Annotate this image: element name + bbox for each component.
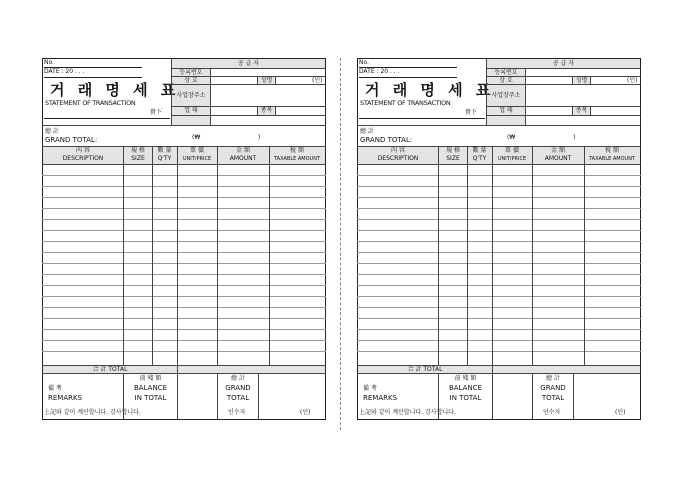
name-label: 성명	[573, 77, 590, 84]
prev-balance-en1: BALANCE	[134, 383, 167, 392]
seal-mark: (인)	[312, 77, 323, 84]
won-open: (₩	[192, 134, 201, 141]
address-label: 사업장주소	[491, 91, 521, 99]
receiver-seal: (인)	[615, 409, 626, 416]
grand-ko: 總 計	[546, 374, 560, 382]
form-title-ko: 거 래 명 세 표	[365, 81, 495, 99]
grand-en2: TOTAL	[226, 393, 250, 402]
recipient-suffix: 貴下	[150, 109, 163, 116]
col-tax-en: TAXABLE AMOUNT	[588, 155, 636, 162]
date-label: DATE : 20 . . .	[359, 68, 400, 75]
col-qty-en: Q'TY	[472, 155, 487, 162]
footer-note: 上記와 같이 계산합니다. 감사합니다.	[359, 409, 456, 416]
col-unitprice-ko: 單 價	[505, 147, 519, 154]
seal-mark: (인)	[627, 77, 638, 84]
reg-no-label: 등록번호	[179, 68, 203, 76]
form-title-en: STATEMENT OF TRANSACTION	[360, 99, 451, 107]
supplier-header: 공 급 자	[552, 59, 575, 67]
company-label: 상 호	[499, 76, 513, 84]
won-open: (₩	[507, 134, 516, 141]
col-description-en: DESCRIPTION	[377, 155, 419, 162]
total-label-en: GRAND TOTAL:	[45, 136, 98, 144]
address-label: 사업장주소	[176, 91, 206, 99]
col-amount-en: AMOUNT	[229, 155, 257, 162]
cut-line-divider	[340, 58, 341, 430]
col-qty-ko: 數 量	[472, 147, 487, 154]
col-tax-ko: 稅 額	[605, 147, 619, 154]
no-label: No.	[359, 59, 369, 66]
reg-no-label: 등록번호	[494, 68, 518, 76]
col-unitprice-en: UNIT/PRICE	[182, 155, 212, 162]
no-label: No.	[44, 59, 54, 66]
prev-balance-en2: IN TOTAL	[134, 393, 167, 402]
recipient-suffix: 貴下	[465, 109, 478, 116]
col-tax-en: TAXABLE AMOUNT	[273, 155, 321, 162]
won-close: )	[573, 134, 576, 141]
total-label-ko: 總 計	[360, 128, 374, 135]
remarks-ko: 備 考	[48, 385, 62, 392]
prev-balance-ko: 前 殘 額	[139, 374, 162, 382]
total-label-en: GRAND TOTAL:	[360, 136, 413, 144]
business-item-label: 종목	[573, 107, 590, 115]
name-label: 성명	[258, 77, 275, 84]
date-label: DATE : 20 . . .	[44, 68, 85, 75]
col-qty-ko: 數 量	[157, 147, 172, 154]
total-label-ko: 總 計	[45, 128, 59, 135]
won-close: )	[258, 134, 261, 141]
col-size-en: SIZE	[131, 155, 145, 162]
col-description-ko: 內 容	[76, 147, 90, 154]
remarks-ko: 備 考	[363, 385, 377, 392]
grand-en1: GRAND	[225, 383, 251, 392]
col-description-en: DESCRIPTION	[62, 155, 104, 162]
prev-balance-en2: IN TOTAL	[449, 393, 482, 402]
receiver-label: 인수자	[543, 409, 561, 416]
col-qty-en: Q'TY	[157, 155, 172, 162]
business-type-label: 업 태	[184, 107, 198, 114]
remarks-en: REMARKS	[48, 394, 83, 402]
grand-en2: TOTAL	[541, 393, 565, 402]
col-amount-ko: 金 額	[236, 147, 250, 154]
company-label: 상 호	[184, 76, 198, 84]
prev-balance-en1: BALANCE	[449, 383, 482, 392]
grand-en1: GRAND	[540, 383, 566, 392]
col-unitprice-en: UNIT/PRICE	[497, 155, 527, 162]
col-amount-en: AMOUNT	[544, 155, 572, 162]
col-unitprice-ko: 單 價	[190, 147, 204, 154]
remarks-en: REMARKS	[363, 394, 398, 402]
receiver-label: 인수자	[228, 409, 246, 416]
col-tax-ko: 稅 額	[290, 147, 304, 154]
col-size-ko: 規 格	[446, 147, 460, 154]
footer-note: 上記와 같이 계산합니다. 감사합니다.	[44, 409, 141, 416]
col-description-ko: 內 容	[391, 147, 405, 154]
grand-ko: 總 計	[231, 374, 245, 382]
supplier-header: 공 급 자	[237, 59, 260, 67]
business-item-label: 종목	[258, 107, 275, 115]
col-amount-ko: 金 額	[551, 147, 565, 154]
form-title-ko: 거 래 명 세 표	[50, 81, 180, 99]
sum-label: 合 計 TOTAL	[92, 365, 128, 373]
form-title-en: STATEMENT OF TRANSACTION	[45, 99, 136, 107]
business-type-label: 업 태	[499, 107, 513, 114]
col-size-ko: 規 格	[131, 147, 145, 154]
receiver-seal: (인)	[300, 409, 311, 416]
prev-balance-ko: 前 殘 額	[454, 374, 477, 382]
col-size-en: SIZE	[446, 155, 460, 162]
sum-label: 合 計 TOTAL	[407, 365, 443, 373]
